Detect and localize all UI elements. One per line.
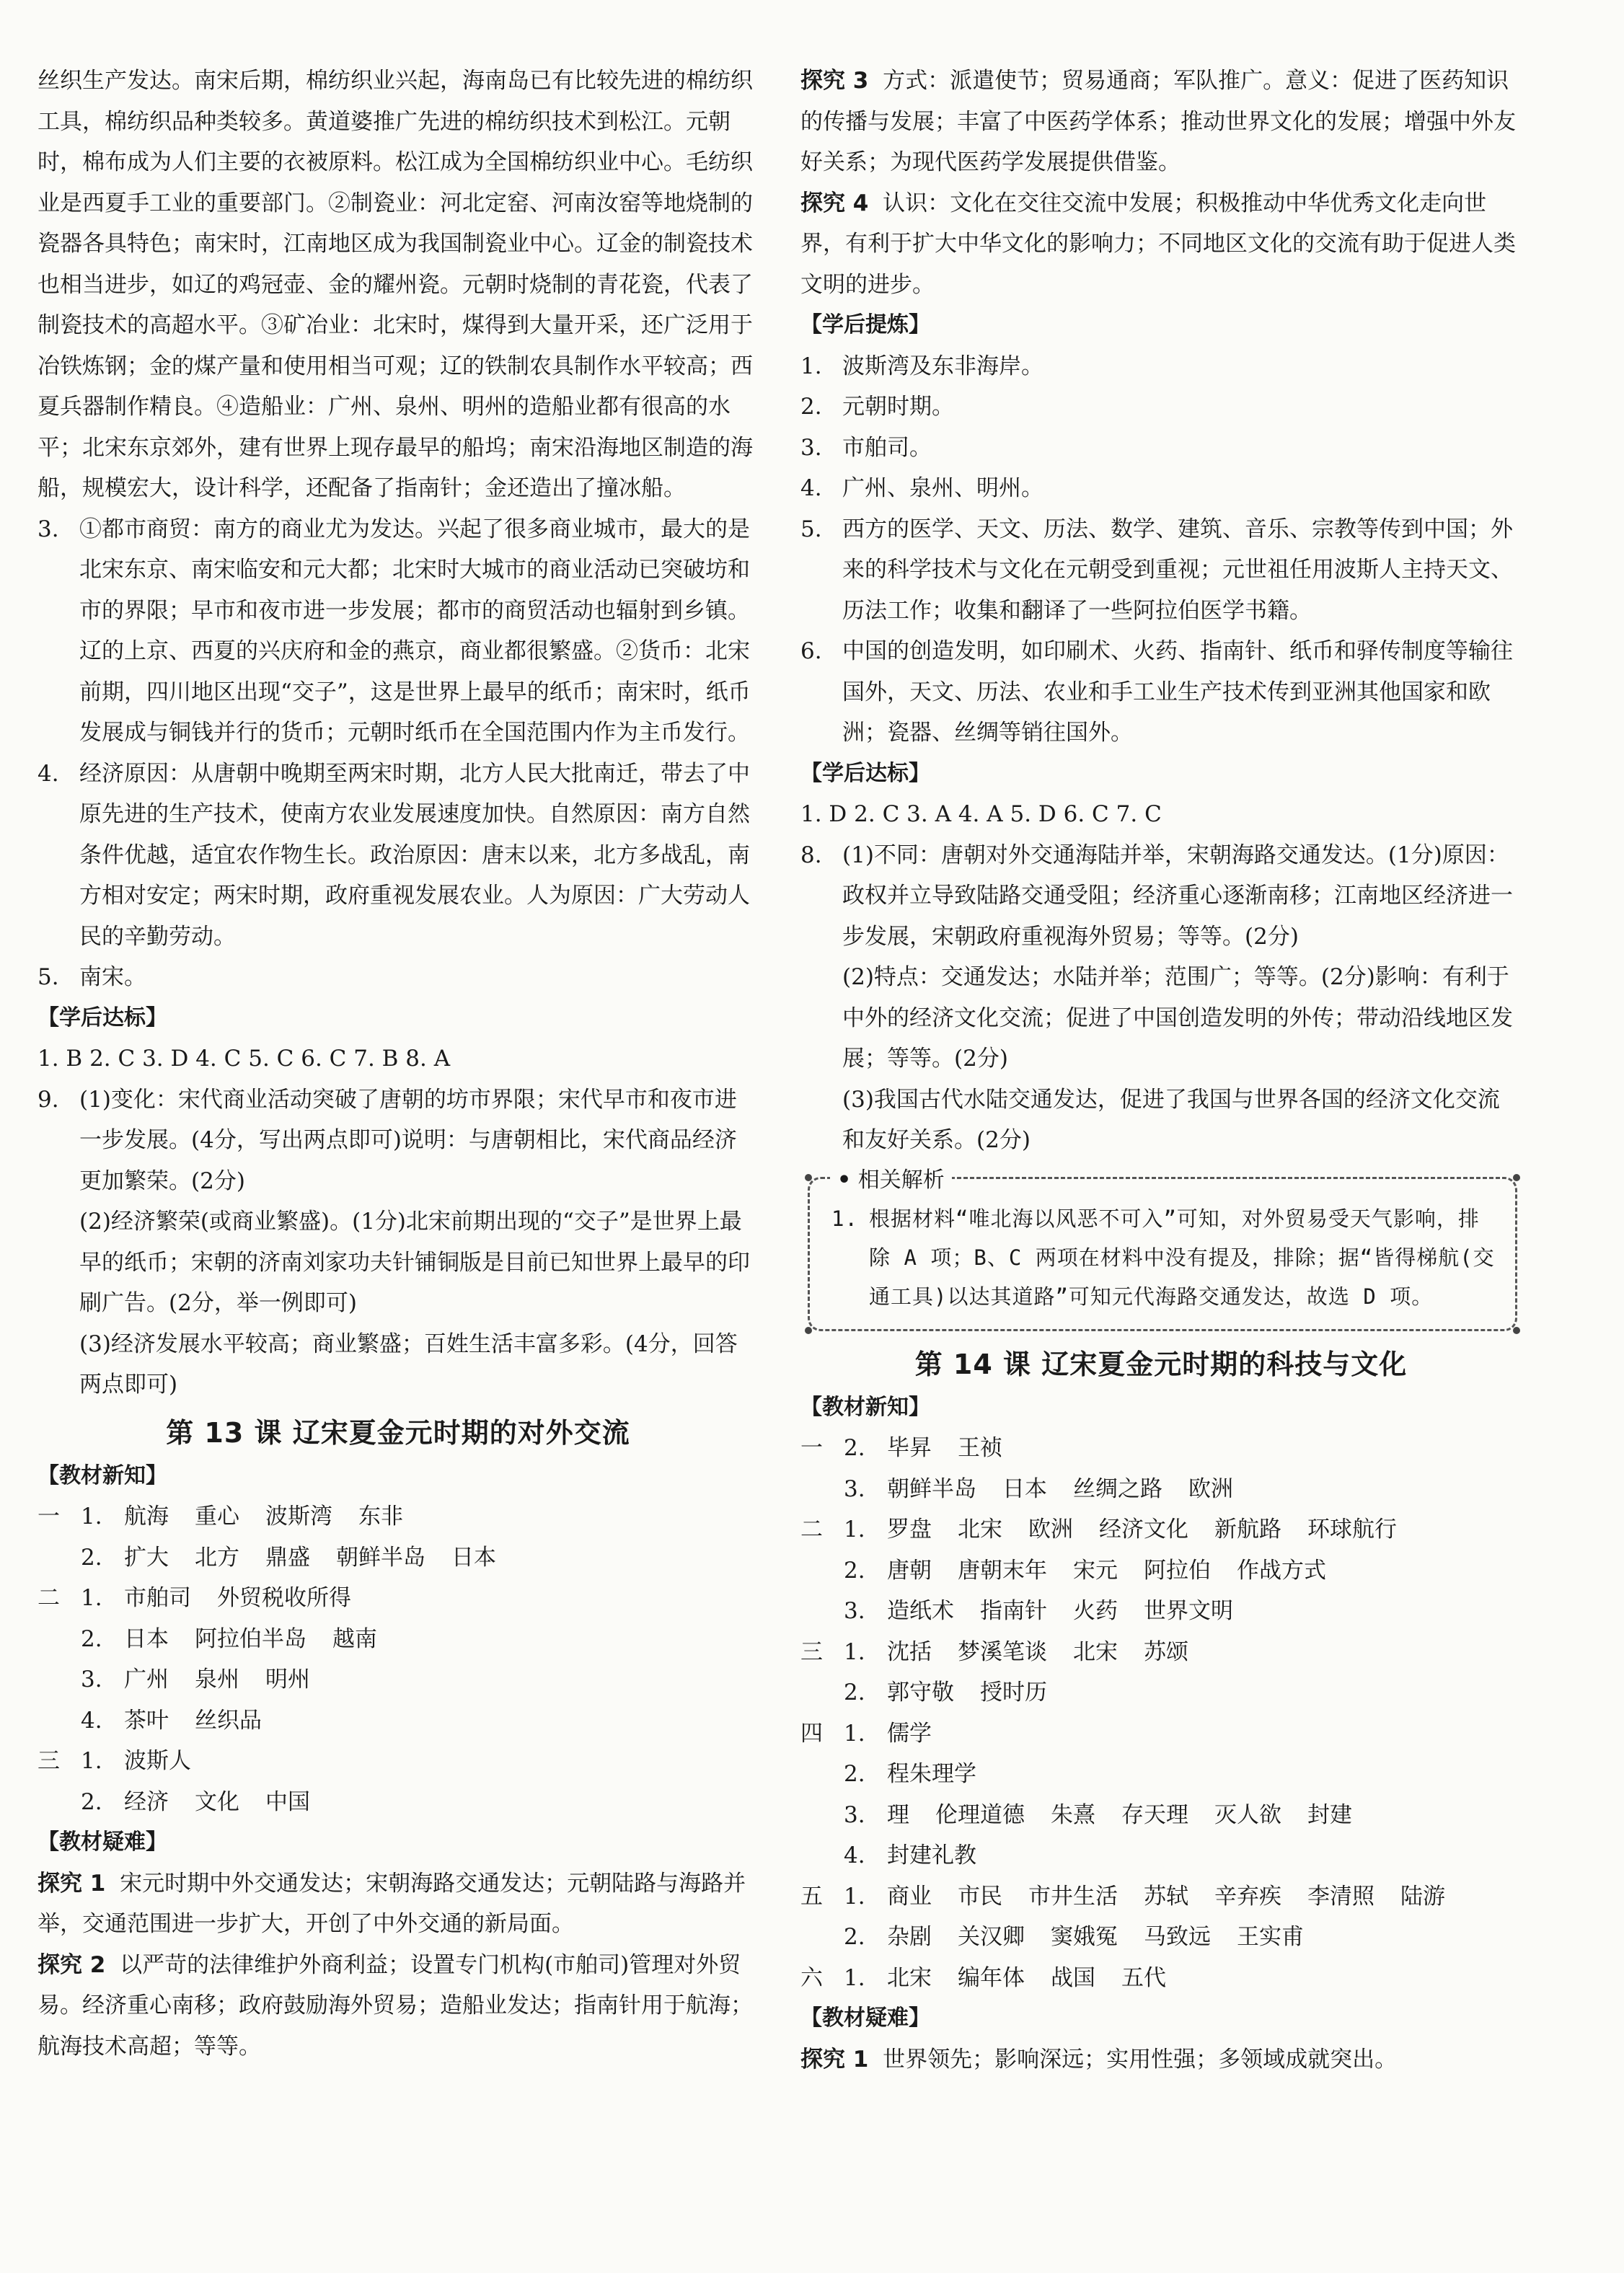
item-number: 3. — [81, 1667, 102, 1692]
answer-word: 造纸术 — [887, 1598, 954, 1624]
section-heading-xuehou-dabiao: 【学后达标】 — [37, 1005, 167, 1030]
intro-paragraph: 丝织生产发达。南宋后期，棉纺织业兴起，海南岛已有比较先进的棉纺织工具，棉纺织品种类较多。黄道婆推广先进的棉纺织技术到松江。元朝时，棉布成为人们主要的衣被原料。松江成为全国棉纺织业中心。毛纺织业是西夏手工业的重要部门。②制瓷业：河北定窑、河南汝窑等地烧制的瓷器各具特色；南宋时，江南地区成为我国制瓷业中心。辽金的制瓷技术也相当进步，如辽的鸡冠壶、金的耀州瓷。元朝时烧制的青花瓷，代表了制瓷技术的高超水平。③矿冶业：北宋时，煤得到大量开采，还广泛用于冶铁炼钢；金的煤产量和使用相当可观；辽的铁制农具制作水平较高；西夏兵器制作精良。④造船业：广州、泉州、明州的造船业都有很高的水平；北宋东京郊外，建有世界上现存最早的船坞；南宋沿海地区制造的海船，规模宏大，设计科学，还配备了指南针；金还造出了撞冰船。 — [37, 68, 753, 501]
tanjiu-1 — [37, 1863, 759, 1945]
right-column — [800, 61, 1522, 2080]
group-number: 二 — [37, 1585, 60, 1611]
item-number: 1. — [831, 1206, 858, 1231]
corner-dot-icon — [805, 1174, 812, 1181]
lesson-14-title: 第 14 课 辽宋夏金元时期的科技与文化 — [914, 1348, 1408, 1380]
item-number: 1. — [81, 1748, 102, 1774]
answer-line — [800, 1958, 1522, 1999]
group-number: 三 — [800, 1638, 823, 1665]
tanjiu-label: 探究 1 — [37, 1870, 106, 1897]
item-number: 2. — [81, 1625, 102, 1652]
lesson13-xinzhi-list — [37, 1496, 759, 1822]
answer-word: 编年体 — [958, 1964, 1025, 1991]
answer-word: 战国 — [1051, 1964, 1095, 1991]
answer-word: 泉州 — [195, 1667, 239, 1692]
answer-word: 日本 — [1002, 1475, 1047, 1502]
item-text: 市舶司。 — [842, 434, 932, 461]
item-text: ①都市商贸：南方的商业尤为发达。兴起了很多商业城市，最大的是北宋东京、南宋临安和元大都；北宋时大城市的商业活动已突破坊和市的界限；早市和夜市进一步发展；都市的商贸活动也辐射到乡镇。辽的上京、西夏的兴庆府和金的燕京，商业都很繁盛。②货币：北宋前期，四川地区出现“交子”，这是世界上最早的纸币；南宋时，纸币发展成与铜钱并行的货币；元朝时纸币在全国范围内作为主币发行。 — [79, 516, 751, 746]
tanjiu-label: 探究 3 — [800, 68, 869, 94]
left-column — [37, 61, 759, 2067]
q9-part-2: (2)经济繁荣(或商业繁盛)。(1分)北宋前期出现的“交子”是世界上最早的纸币；宋朝的济南刘家功夫针铺铜版是目前已知世界上最早的印刷广告。(2分，举一例即可) — [79, 1209, 750, 1316]
answer-word: 明州 — [265, 1667, 310, 1692]
item-number: 2. — [81, 1788, 102, 1815]
item-number: 1. — [844, 1883, 865, 1910]
answer-word: 存天理 — [1121, 1801, 1188, 1828]
answer-word: 朝鲜半岛 — [336, 1544, 425, 1571]
question-9 — [37, 1080, 759, 1405]
answer-word: 越南 — [332, 1625, 377, 1652]
section-heading-jiaocai-xinzhi-right: 【教材新知】 — [800, 1394, 930, 1420]
item-text: 波斯湾及东非海岸。 — [842, 353, 1043, 379]
answer-word: 封建礼教 — [887, 1842, 976, 1868]
item-text: 广州、泉州、明州。 — [842, 475, 1043, 501]
answer-line — [37, 1619, 759, 1660]
item-number: 3. — [37, 516, 59, 542]
answer-word: 窦娥冤 — [1051, 1924, 1118, 1950]
answer-word: 授时历 — [980, 1680, 1047, 1705]
answer-word: 灭人欲 — [1214, 1801, 1281, 1828]
answer-word: 丝绸之路 — [1073, 1475, 1162, 1502]
corner-dot-icon — [1513, 1174, 1520, 1181]
analysis-text: 根据材料“唯北海以风恶不可入”可知，对外贸易受天气影响，排除 A 项；B、C 两项在材料中没有提及，排除；据“皆得梯航(交通工具)以达其道路”可知元代海路交通发达，故选 D 项。 — [869, 1206, 1495, 1309]
item-number: 3. — [844, 1475, 865, 1502]
answer-word: 世界文明 — [1144, 1598, 1233, 1624]
answer-word: 文化 — [195, 1788, 239, 1815]
item-4 — [37, 754, 759, 958]
answer-line — [800, 1835, 1522, 1876]
corner-dot-icon — [805, 1327, 812, 1334]
answer-word: 封建 — [1307, 1801, 1352, 1828]
answer-word: 沈括 — [887, 1638, 932, 1665]
answer-line — [800, 1632, 1522, 1673]
answer-word: 商业 — [887, 1883, 932, 1910]
answer-word: 航海 — [124, 1504, 169, 1530]
group-number: 一 — [800, 1435, 823, 1461]
group-number: 四 — [800, 1720, 823, 1747]
answer-word: 朱熹 — [1051, 1801, 1095, 1828]
answer-word: 伦理道德 — [935, 1801, 1025, 1828]
answer-word: 马致远 — [1144, 1924, 1211, 1950]
answer-word: 作战方式 — [1237, 1557, 1326, 1584]
item-number: 4. — [844, 1842, 865, 1868]
answer-word: 阿拉伯半岛 — [195, 1625, 306, 1652]
answer-word: 波斯人 — [124, 1748, 191, 1774]
analysis-item — [831, 1199, 1496, 1316]
item-number: 1. — [81, 1585, 102, 1611]
q9-part-3: (3)经济发展水平较高；商业繁盛；百姓生活丰富多彩。(4分，回答两点即可) — [79, 1330, 738, 1398]
answer-word: 唐朝 — [887, 1557, 932, 1584]
item-text: 元朝时期。 — [842, 394, 954, 420]
item-number: 4. — [37, 760, 59, 787]
tanjiu-label: 探究 4 — [800, 190, 869, 216]
answer-word: 市舶司 — [124, 1585, 191, 1611]
item-number: 2. — [844, 1924, 865, 1950]
answer-line — [37, 1700, 759, 1742]
item-number: 3. — [844, 1801, 865, 1828]
item-number: 8. — [800, 842, 822, 868]
tanjiu-label: 探究 2 — [37, 1951, 106, 1978]
item-number: 2. — [844, 1557, 865, 1584]
item-number: 1. — [844, 1638, 865, 1665]
answer-word: 李清照 — [1307, 1883, 1374, 1910]
tanjiu-text: 认识：文化在交往交流中发展；积极推动中华优秀文化走向世界，有利于扩大中华文化的影响力；不同地区文化的交流有助于促进人类文明的进步。 — [800, 190, 1516, 298]
item-text: 中国的创造发明，如印刷术、火药、指南针、纸币和驿传制度等输往国外，天文、历法、农业和手工业生产技术传到亚洲其他国家和欧洲；瓷器、丝绸等销往国外。 — [842, 638, 1513, 746]
answer-word: 理 — [887, 1801, 909, 1828]
item-number: 6. — [800, 638, 822, 664]
answer-word: 经济文化 — [1099, 1517, 1188, 1542]
answer-word: 梦溪笔谈 — [958, 1638, 1047, 1665]
answer-word: 中国 — [265, 1788, 310, 1815]
related-analysis-box — [808, 1167, 1517, 1331]
item-text: 经济原因：从唐朝中晚期至两宋时期，北方人民大批南迁，带去了中原先进的生产技术，使南方农业发展速度加快。自然原因：南方自然条件优越，适宜农作物生长。政治原因：唐末以来，北方多战乱，南方相对安定；两宋时期，政府重视发展农业。人为原因：广大劳动人民的辛勤劳动。 — [79, 760, 750, 950]
tilian-item — [800, 428, 1522, 469]
answer-word: 毕昇 — [887, 1435, 932, 1461]
item-number: 1. — [800, 353, 822, 379]
question-8 — [800, 835, 1522, 1161]
answer-word: 东非 — [358, 1504, 403, 1530]
tilian-item — [800, 631, 1522, 754]
answer-word: 五代 — [1121, 1964, 1166, 1991]
answer-word: 罗盘 — [887, 1517, 932, 1542]
section-heading-jiaocai-yinan-right: 【教材疑难】 — [800, 2005, 930, 2031]
answer-word: 环球航行 — [1307, 1517, 1397, 1542]
item-number: 2. — [800, 394, 822, 420]
answer-word: 阿拉伯 — [1144, 1557, 1211, 1584]
answer-line — [800, 1509, 1522, 1550]
item-number: 1. — [844, 1964, 865, 1991]
item-text: 西方的医学、天文、历法、数学、建筑、音乐、宗教等传到中国；外来的科学技术与文化在元朝受到重视；元世祖任用波斯人主持天文、历法工作；收集和翻译了一些阿拉伯医学书籍。 — [842, 516, 1513, 624]
item-number: 2. — [844, 1761, 865, 1787]
related-analysis-title: • 相关解析 — [830, 1162, 952, 1193]
item-number: 9. — [37, 1086, 59, 1113]
answer-word: 北方 — [195, 1544, 239, 1571]
tilian-item — [800, 468, 1522, 509]
tanjiu-4 — [800, 183, 1522, 306]
answer-word: 唐朝末年 — [958, 1557, 1047, 1584]
answer-word: 程朱理学 — [887, 1761, 976, 1787]
group-number: 三 — [37, 1748, 60, 1774]
answer-word: 市民 — [958, 1883, 1002, 1910]
tanjiu-text: 世界领先；影响深远；实用性强；多领域成就突出。 — [883, 2046, 1398, 2073]
answer-word: 市井生活 — [1028, 1883, 1118, 1910]
answer-word: 王祯 — [958, 1435, 1002, 1461]
item-3 — [37, 509, 759, 754]
q8-part-1: (1)不同：唐朝对外交通海陆并举，宋朝海路交通发达。(1分)原因：政权并立导致陆路交通受阻；经济重心逐渐南移；江南地区经济进一步发展，宋朝政府重视海外贸易；等等。(2分) — [842, 842, 1513, 950]
answer-line — [800, 1795, 1522, 1836]
bullet-icon: • — [837, 1167, 852, 1193]
answer-word: 朝鲜半岛 — [887, 1475, 976, 1502]
answer-word: 郭守敬 — [887, 1680, 954, 1705]
answer-line — [800, 1917, 1522, 1958]
corner-dot-icon — [1513, 1327, 1520, 1334]
item-number: 3. — [844, 1598, 865, 1624]
tilian-item — [800, 387, 1522, 428]
answer-word: 北宋 — [887, 1964, 932, 1991]
section-heading-jiaocai-yinan: 【教材疑难】 — [37, 1830, 167, 1855]
answer-word: 苏颂 — [1144, 1638, 1188, 1665]
group-number: 六 — [800, 1964, 823, 1991]
q8-part-3: (3)我国古代水陆交通发达，促进了我国与世界各国的经济文化交流和友好关系。(2分) — [842, 1086, 1500, 1153]
tilian-item — [800, 509, 1522, 632]
answer-word: 北宋 — [958, 1517, 1002, 1542]
answer-line — [800, 1713, 1522, 1755]
item-number: 4. — [800, 475, 822, 501]
tanjiu-2 — [37, 1945, 759, 2067]
lesson-13-title: 第 13 课 辽宋夏金元时期的对外交流 — [166, 1416, 630, 1449]
item-5 — [37, 957, 759, 998]
tanjiu-3 — [800, 61, 1522, 183]
item-number: 1. — [81, 1504, 102, 1530]
answer-word: 欧洲 — [1028, 1517, 1073, 1542]
choice-answers: 1. B 2. C 3. D 4. C 5. C 6. C 7. B 8. A — [37, 1046, 451, 1072]
answer-line — [800, 1876, 1522, 1917]
group-number: 五 — [800, 1883, 823, 1910]
answer-word: 杂剧 — [887, 1924, 932, 1950]
item-number: 2. — [844, 1680, 865, 1705]
answer-line — [37, 1659, 759, 1700]
item-number: 2. — [81, 1544, 102, 1571]
answer-line — [800, 1591, 1522, 1632]
answer-line — [37, 1537, 759, 1579]
answer-line — [800, 1469, 1522, 1510]
answer-word: 扩大 — [124, 1544, 169, 1571]
answer-word: 广州 — [124, 1667, 169, 1692]
tilian-list — [800, 346, 1522, 754]
answer-line — [37, 1578, 759, 1619]
tanjiu-label: 探究 1 — [800, 2046, 869, 2073]
answer-word: 重心 — [195, 1504, 239, 1530]
q8-part-2: (2)特点：交通发达；水陆并举；范围广；等等。(2分)影响：有利于中外的经济文化交流；促进了中国创造发明的外传；带动沿线地区发展；等等。(2分) — [842, 964, 1513, 1072]
q9-part-1: (1)变化：宋代商业活动突破了唐朝的坊市界限；宋代早市和夜市进一步发展。(4分，写出两点即可)说明：与唐朝相比，宋代商品经济更加繁荣。(2分) — [79, 1086, 737, 1194]
answer-word: 欧洲 — [1188, 1475, 1233, 1502]
answer-line — [800, 1550, 1522, 1592]
answer-word: 关汉卿 — [958, 1924, 1025, 1950]
answer-word: 辛弃疾 — [1214, 1883, 1281, 1910]
answer-word: 外贸税收所得 — [217, 1585, 351, 1611]
answer-word: 波斯湾 — [265, 1504, 332, 1530]
answer-word: 苏轼 — [1144, 1883, 1188, 1910]
answer-word: 北宋 — [1073, 1638, 1118, 1665]
item-number: 1. — [844, 1517, 865, 1542]
answer-word: 经济 — [124, 1788, 169, 1815]
answer-word: 火药 — [1073, 1598, 1118, 1624]
tanjiu-text: 方式：派遣使节；贸易通商；军队推广。意义：促进了医药知识的传播与发展；丰富了中医药学体系；推动世界文化的发展；增强中外友好关系；为现代医药学发展提供借鉴。 — [800, 68, 1516, 175]
item-number: 1. — [844, 1720, 865, 1747]
group-number: 二 — [800, 1517, 823, 1542]
answer-line — [800, 1428, 1522, 1469]
item-number: 3. — [800, 434, 822, 461]
answer-line — [37, 1496, 759, 1537]
item-number: 5. — [800, 516, 822, 542]
choice-answers-right: 1. D 2. C 3. A 4. A 5. D 6. C 7. C — [800, 801, 1162, 827]
answer-line — [800, 1672, 1522, 1713]
item-number: 5. — [37, 964, 59, 990]
answer-word: 丝织品 — [195, 1707, 262, 1734]
item-text: 南宋。 — [79, 964, 146, 990]
section-heading-xuehou-tilian: 【学后提炼】 — [800, 312, 930, 337]
lesson14-xinzhi-list — [800, 1428, 1522, 1998]
answer-word: 茶叶 — [124, 1707, 169, 1734]
tanjiu-1-lesson14 — [800, 2039, 1522, 2080]
tanjiu-text: 以严苛的法律维护外商利益；设置专门机构(市舶司)管理对外贸易。经济重心南移；政府鼓励海外贸易；造船业发达；指南针用于航海；航海技术高超；等等。 — [37, 1951, 753, 2060]
section-heading-xuehou-dabiao-right: 【学后达标】 — [800, 760, 930, 786]
answer-word: 指南针 — [980, 1598, 1047, 1624]
answer-word: 儒学 — [887, 1720, 932, 1747]
answer-word: 日本 — [124, 1625, 169, 1652]
answer-word: 新航路 — [1214, 1517, 1281, 1542]
answer-line — [37, 1741, 759, 1782]
tilian-item — [800, 346, 1522, 387]
item-number: 4. — [81, 1707, 102, 1734]
item-number: 2. — [844, 1435, 865, 1461]
section-heading-jiaocai-xinzhi: 【教材新知】 — [37, 1462, 167, 1488]
tanjiu-text: 宋元时期中外交通发达；宋朝海路交通发达；元朝陆路与海路并举，交通范围进一步扩大，开创了中外交通的新局面。 — [37, 1870, 746, 1937]
group-number: 一 — [37, 1504, 60, 1530]
answer-word: 王实甫 — [1237, 1924, 1304, 1950]
answer-word: 鼎盛 — [265, 1544, 310, 1571]
answer-word: 陆游 — [1400, 1883, 1445, 1910]
answer-word: 宋元 — [1073, 1557, 1118, 1584]
answer-line — [800, 1754, 1522, 1795]
answer-line — [37, 1782, 759, 1823]
answer-word: 日本 — [451, 1544, 496, 1571]
